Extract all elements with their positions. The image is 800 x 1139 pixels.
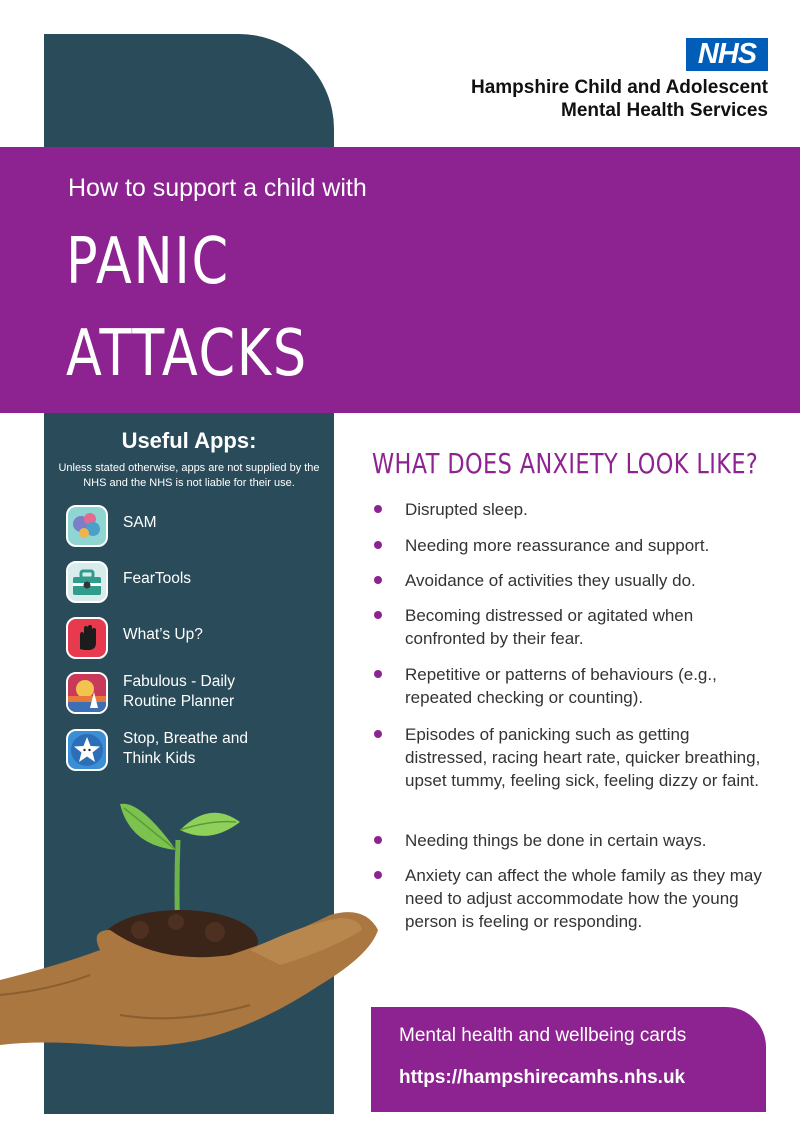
bullet-dot bbox=[374, 730, 382, 738]
footer-website-link[interactable]: https://hampshirecamhs.nhs.uk bbox=[399, 1067, 686, 1088]
app-label-whats-up: What’s Up? bbox=[123, 626, 203, 643]
stop-breathe-think-app-icon bbox=[66, 729, 108, 771]
bullet-dot bbox=[374, 871, 382, 879]
app-item-fabulous[interactable] bbox=[66, 672, 328, 718]
title-line-2: ATTACKS bbox=[66, 317, 308, 391]
bullet-dot bbox=[374, 836, 382, 844]
bullet-text: Repetitive or patterns of behaviours (e.g., repeated checking or counting). bbox=[405, 665, 717, 707]
bullet-text: Episodes of panicking such as getting distressed, racing heart rate, quicker breathing, upset tummy, feeling sick, feeling dizzy or faint. bbox=[405, 725, 761, 790]
banner-subtitle: How to support a child with bbox=[68, 174, 367, 202]
bullet-dot bbox=[374, 505, 382, 513]
useful-apps-heading: Useful Apps: bbox=[121, 428, 257, 453]
bullet-dot bbox=[374, 576, 382, 584]
app-label-feartools: FearTools bbox=[123, 570, 192, 587]
nhs-logo: NHS bbox=[686, 38, 768, 71]
org-name-line1: Hampshire Child and Adolescent bbox=[470, 77, 768, 98]
footer-box bbox=[371, 1007, 766, 1112]
app-label-stop-breathe-line2: Think Kids bbox=[123, 750, 196, 767]
organisation-name bbox=[471, 76, 768, 122]
hand-with-seedling-illustration bbox=[0, 790, 390, 1050]
app-item-feartools[interactable] bbox=[66, 561, 328, 607]
bullet-text: Avoidance of activities they usually do. bbox=[405, 571, 696, 590]
bullet-text: Anxiety can affect the whole family as they may need to adjust accommodate how the young person is feeling or responding. bbox=[405, 866, 762, 931]
apps-disclaimer: Unless stated otherwise, apps are not supplied by the NHS and the NHS is not liable for their use. bbox=[58, 462, 320, 489]
app-item-sam[interactable] bbox=[66, 505, 328, 551]
page-title bbox=[66, 216, 308, 400]
fabulous-app-icon bbox=[66, 672, 108, 714]
bullet-text: Needing more reassurance and support. bbox=[405, 536, 710, 555]
app-label-fabulous-line2: Routine Planner bbox=[123, 693, 235, 710]
app-item-stop-breathe-think[interactable] bbox=[66, 729, 328, 775]
title-line-1: PANIC bbox=[66, 225, 230, 299]
anxiety-section-heading: WHAT DOES ANXIETY LOOK LIKE? bbox=[372, 447, 759, 480]
footer-cards-text: Mental health and wellbeing cards bbox=[399, 1025, 687, 1046]
bullet-text: Disrupted sleep. bbox=[405, 500, 528, 519]
bullet-text: Becoming distressed or agitated when confronted by their fear. bbox=[405, 606, 694, 648]
app-label-stop-breathe-line1: Stop, Breathe and bbox=[123, 730, 248, 747]
bullet-dot bbox=[374, 670, 382, 678]
whats-up-app-icon bbox=[66, 617, 108, 659]
bullet-text: Needing things be done in certain ways. bbox=[405, 831, 707, 850]
bullet-dot bbox=[374, 611, 382, 619]
sam-app-icon bbox=[66, 505, 108, 547]
app-label-sam: SAM bbox=[123, 514, 157, 531]
app-item-whats-up[interactable] bbox=[66, 617, 328, 663]
app-label-stop-breathe-think bbox=[123, 729, 248, 769]
feartools-app-icon bbox=[66, 561, 108, 603]
app-label-fabulous-line1: Fabulous - Daily bbox=[123, 673, 235, 690]
org-name-line2: Mental Health Services bbox=[561, 100, 768, 121]
bullet-dot bbox=[374, 541, 382, 549]
app-label-fabulous bbox=[123, 672, 235, 712]
